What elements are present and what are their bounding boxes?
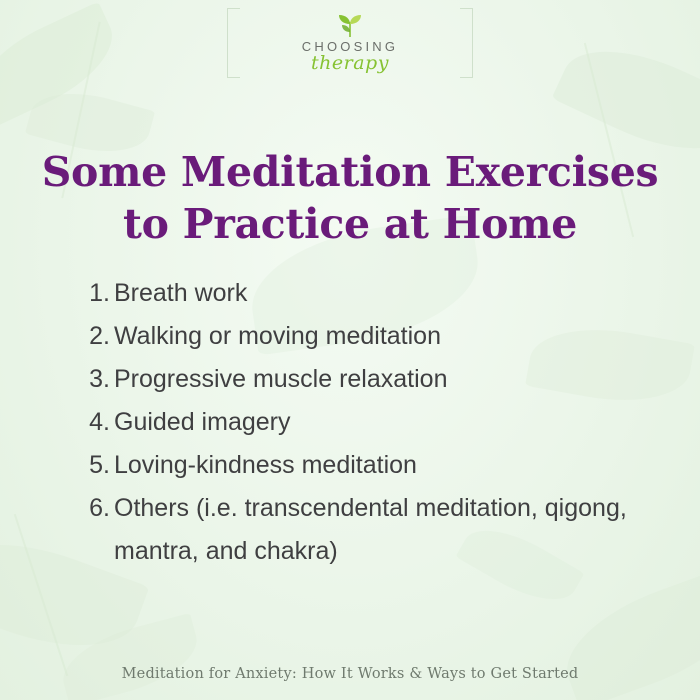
list-item-number: 1.: [89, 279, 110, 307]
logo-wordmark: CHOOSING: [301, 38, 399, 54]
brand-logo: [227, 8, 473, 76]
list-item-number: 5.: [89, 451, 110, 479]
list-item-label: Walking or moving meditation: [114, 322, 441, 350]
list-item-number: 2.: [89, 322, 110, 350]
logo-bracket-left: [227, 8, 240, 78]
page-title: [0, 147, 700, 250]
leaf-sprout-icon: [335, 12, 365, 38]
list-item-number: 3.: [89, 365, 110, 393]
list-item-label: Guided imagery: [114, 408, 291, 436]
list-item: [76, 444, 636, 487]
list-item: [76, 272, 636, 315]
headline-line-2: to Practice at Home: [123, 199, 577, 248]
list-item-label: Breath work: [114, 279, 248, 307]
list-item-label: Others (i.e. transcendental meditation, qigong, mantra, and chakra): [114, 494, 627, 565]
logo-script-text: therapy: [311, 51, 389, 74]
list-item: [76, 315, 636, 358]
headline-line-1: Some Meditation Exercises: [41, 148, 659, 197]
list-item-label: Progressive muscle relaxation: [114, 365, 448, 393]
list-item: [76, 487, 636, 573]
list-item: [76, 401, 636, 444]
list-item-number: 6.: [89, 494, 110, 522]
footer-caption: Meditation for Anxiety: How It Works & Ways to Get Started: [121, 666, 579, 682]
list-item-number: 4.: [89, 408, 110, 436]
logo-bracket-right: [460, 8, 473, 78]
list-item-label: Loving-kindness meditation: [114, 451, 417, 479]
list-item: [76, 358, 636, 401]
exercise-list: [76, 272, 636, 573]
